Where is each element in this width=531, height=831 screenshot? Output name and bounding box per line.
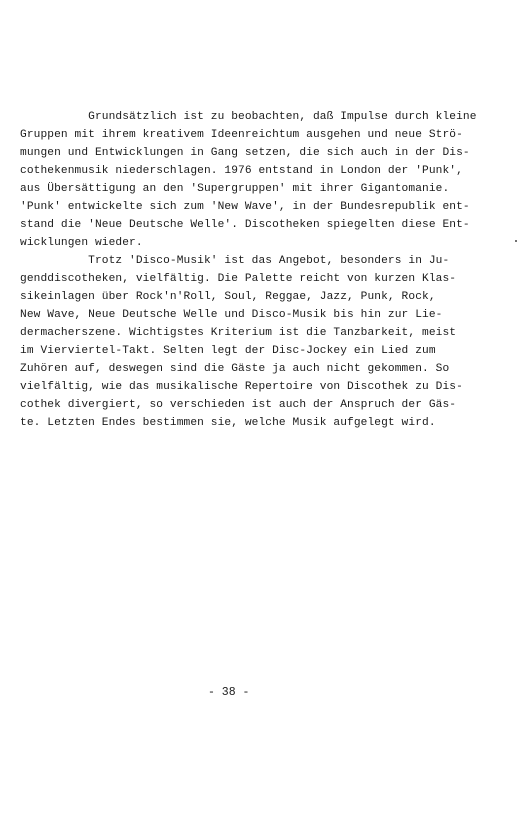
text-line: Gruppen mit ihrem kreativem Ideenreichtum ausgehen und neue Strö- [20,129,463,141]
text-line: New Wave, Neue Deutsche Welle und Disco-Musik bis hin zur Lie- [20,309,443,321]
page-number: - 38 - [208,686,250,699]
text-line: dermacherszene. Wichtigstes Kriterium ist die Tanzbarkeit, meist [20,327,457,339]
text-line: vielfältig, wie das musikalische Repertoire von Discothek zu Dis- [20,381,463,393]
scan-speck [515,240,517,242]
text-line: cothekenmusik niederschlagen. 1976 entstand in London der 'Punk', [20,165,463,177]
text-line: te. Letzten Endes bestimmen sie, welche Musik aufgelegt wird. [20,417,436,429]
text-line: cothek divergiert, so verschieden ist auch der Anspruch der Gäs- [20,399,457,411]
text-line: aus Übersättigung an den 'Supergruppen' mit ihrer Gigantomanie. [20,183,450,195]
text-line: mungen und Entwicklungen in Gang setzen, die sich auch in der Dis- [20,147,470,159]
text-line: sikeinlagen über Rock'n'Roll, Soul, Reggae, Jazz, Punk, Rock, [20,291,436,303]
text-line: im Vierviertel-Takt. Selten legt der Disc-Jockey ein Lied zum [20,345,436,357]
text-line: Trotz 'Disco-Musik' ist das Angebot, besonders in Ju- [20,255,450,267]
text-line: stand die 'Neue Deutsche Welle'. Discotheken spiegelten diese Ent- [20,219,470,231]
text-line: wicklungen wieder. [20,237,143,249]
text-line: Zuhören auf, deswegen sind die Gäste ja auch nicht gekommen. So [20,363,450,375]
text-line: Grundsätzlich ist zu beobachten, daß Impulse durch kleine [20,111,477,123]
text-line: 'Punk' entwickelte sich zum 'New Wave', in der Bundesrepublik ent- [20,201,470,213]
text-line: genddiscotheken, vielfältig. Die Palette reicht von kurzen Klas- [20,273,457,285]
